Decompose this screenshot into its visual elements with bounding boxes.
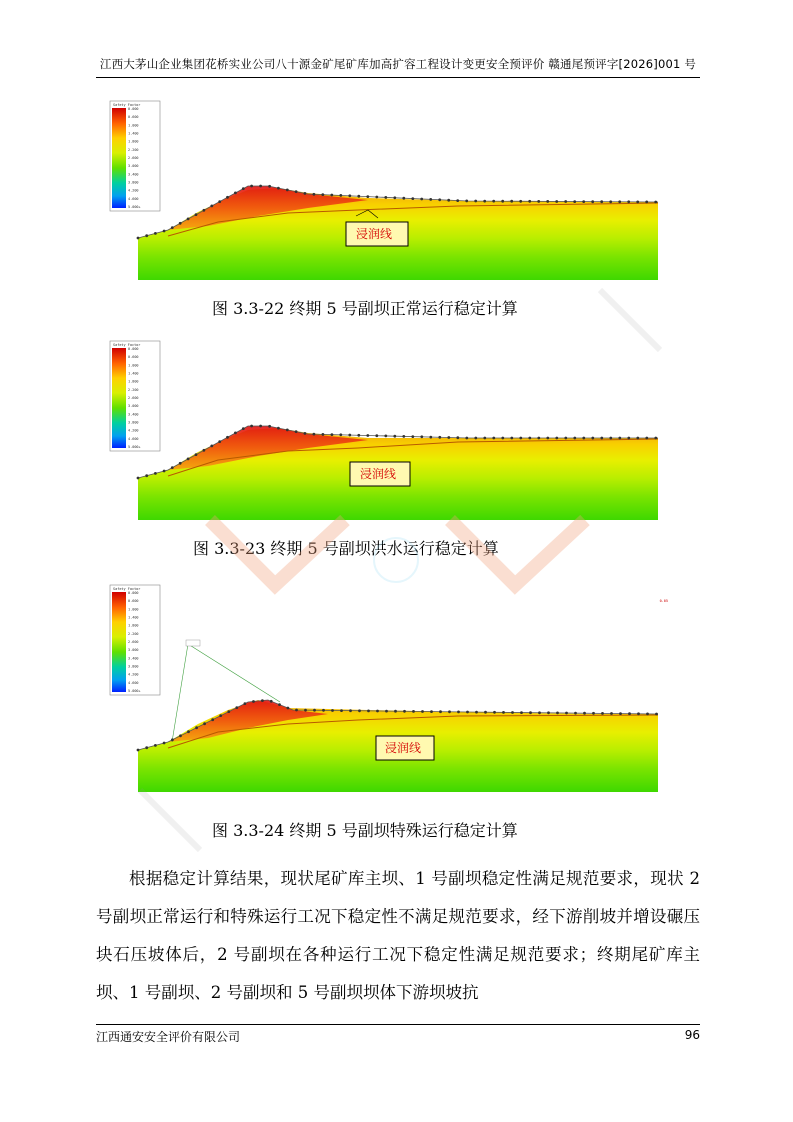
surface-node (537, 437, 540, 440)
phreatic-label: 浸润线 (356, 227, 393, 241)
surface-node (295, 709, 298, 712)
surface-node (313, 709, 316, 712)
surface-node (573, 200, 576, 203)
surface-node (218, 200, 221, 203)
surface-node (474, 437, 477, 440)
surface-node (357, 434, 360, 437)
surface-node (627, 200, 630, 203)
surface-node (610, 712, 613, 715)
safety-factor-tick-label: 5.000+ (128, 689, 141, 693)
surface-node (227, 710, 230, 713)
surface-node (154, 744, 157, 747)
surface-node (295, 190, 298, 193)
surface-node (358, 709, 361, 712)
safety-factor-tick-label: 5.000+ (128, 445, 141, 449)
seismic-label: 0.05 (659, 599, 668, 603)
surface-node (466, 711, 469, 714)
surface-node (628, 712, 631, 715)
surface-node (438, 198, 441, 201)
surface-node (211, 718, 214, 721)
body-text: 根据稳定计算结果，现状尾矿库主坝、1 号副坝稳定性满足规范要求，现状 2 号副坝正常运行和特殊运行工况下稳定性不满足规范要求，经下游削坡并增设碾压块石压坡体后，2 号副坝在各种运行工况下稳定性满足规范要求；终期尾矿库主坝、1 号副坝、2 号副坝和 5 号副坝坝体下游坝坡抗 (96, 869, 700, 1002)
surface-node (375, 196, 378, 199)
surface-node (145, 474, 148, 477)
surface-node (582, 200, 585, 203)
surface-node (286, 429, 289, 432)
surface-node (375, 434, 378, 437)
surface-node (313, 193, 316, 196)
surface-node (402, 435, 405, 438)
surface-node (252, 700, 255, 703)
surface-node (195, 213, 198, 216)
safety-factor-tick-label: 4.600 (128, 436, 139, 441)
surface-node (456, 199, 459, 202)
safety-factor-legend-title: Safety Factor (113, 587, 141, 591)
surface-node (475, 711, 478, 714)
surface-node (655, 713, 658, 716)
surface-node (412, 710, 415, 713)
surface-node (429, 198, 432, 201)
safety-factor-tick-label: 2.600 (128, 156, 139, 160)
surface-node (546, 437, 549, 440)
surface-node (474, 200, 477, 203)
surface-node (277, 187, 280, 190)
figure-3-3-22 (108, 98, 666, 282)
safety-factor-tick-label: 4.200 (128, 672, 139, 677)
surface-node (456, 436, 459, 439)
surface-node (384, 196, 387, 199)
surface-node (203, 449, 206, 452)
surface-node (376, 710, 379, 713)
surface-node (145, 234, 148, 237)
surface-node (179, 734, 182, 737)
safety-factor-tick-label: 0.600 (128, 355, 139, 360)
surface-node (163, 742, 166, 745)
surface-node (268, 425, 271, 428)
safety-factor-tick-label: 2.600 (128, 640, 139, 644)
surface-node (287, 707, 290, 710)
safety-factor-tick-label: 1.000 (128, 363, 139, 368)
surface-node (519, 437, 522, 440)
surface-node (226, 196, 229, 199)
safety-factor-tick-label: 2.200 (128, 387, 139, 392)
safety-factor-tick-label: 1.800 (128, 139, 139, 144)
safety-factor-tick-label: 4.200 (128, 428, 139, 433)
surface-node (429, 436, 432, 439)
surface-node (619, 712, 622, 715)
safety-factor-legend-title: Safety Factor (113, 343, 141, 347)
surface-node (304, 192, 307, 195)
surface-node (438, 436, 441, 439)
surface-node (385, 710, 388, 713)
surface-node (528, 437, 531, 440)
surface-node (187, 458, 190, 461)
surface-node (210, 445, 213, 448)
surface-node (348, 434, 351, 437)
surface-node (195, 453, 198, 456)
surface-node (492, 437, 495, 440)
surface-node (394, 710, 397, 713)
surface-node (154, 472, 157, 475)
surface-node (637, 712, 640, 715)
surface-node (154, 232, 157, 235)
safety-factor-legend-title: Safety Factor (113, 103, 141, 107)
surface-node (420, 435, 423, 438)
surface-node (420, 198, 423, 201)
surface-node (163, 230, 166, 233)
surface-node (538, 711, 541, 714)
surface-node (421, 710, 424, 713)
surface-node (555, 437, 558, 440)
surface-node (145, 746, 148, 749)
surface-node (439, 710, 442, 713)
page-header: 江西大茅山企业集团花桥实业公司八十源金矿尾矿库加高扩容工程设计变更安全预评价 赣通尾预评字[2026]001 号 (99, 57, 697, 71)
safety-factor-tick-label: 4.600 (128, 680, 139, 685)
surface-node (270, 700, 273, 703)
surface-node (313, 433, 316, 436)
safety-factor-tick-label: 5.000+ (128, 205, 141, 209)
surface-node (583, 712, 586, 715)
surface-node (483, 200, 486, 203)
surface-node (501, 200, 504, 203)
slope-stability-plot-22 (108, 98, 666, 282)
surface-node (219, 714, 222, 717)
caption-3-3-23: 图 3.3-23 终期 5 号副坝洪水运行稳定计算 (193, 539, 499, 558)
surface-node (171, 738, 174, 741)
page-number: 96 (684, 1028, 700, 1042)
surface-node (367, 710, 370, 713)
body-paragraph (96, 860, 700, 1012)
surface-node (295, 430, 298, 433)
surface-node (261, 699, 264, 702)
safety-factor-tick-label: 3.000 (128, 648, 139, 653)
surface-node (244, 702, 247, 705)
surface-node (286, 189, 289, 192)
footer-company: 江西通安安全评价有限公司 (96, 1030, 241, 1044)
surface-node (555, 200, 558, 203)
surface-node (573, 437, 576, 440)
safety-factor-tick-label: 1.400 (128, 371, 139, 376)
surface-node (520, 711, 523, 714)
safety-factor-tick-label: 1.800 (128, 379, 139, 384)
surface-node (384, 435, 387, 438)
surface-node (636, 201, 639, 204)
surface-node (411, 435, 414, 438)
caption-3-3-22: 图 3.3-22 终期 5 号副坝正常运行稳定计算 (212, 299, 518, 318)
surface-node (601, 712, 604, 715)
surface-node (528, 200, 531, 203)
surface-node (600, 200, 603, 203)
surface-node (501, 437, 504, 440)
surface-node (137, 749, 140, 752)
surface-node (609, 437, 612, 440)
safety-factor-tick-label: 1.400 (128, 131, 139, 136)
safety-factor-colorbar (112, 108, 126, 208)
surface-node (402, 197, 405, 200)
header-rule (96, 77, 700, 78)
surface-node (137, 237, 140, 240)
footer-rule (96, 1024, 700, 1025)
surface-node (218, 440, 221, 443)
surface-node (430, 710, 433, 713)
surface-node (403, 710, 406, 713)
safety-factor-tick-label: 3.000 (128, 404, 139, 409)
surface-node (226, 436, 229, 439)
surface-node (600, 437, 603, 440)
surface-node (510, 200, 513, 203)
figure-3-3-24 (108, 582, 666, 794)
surface-node (242, 187, 245, 190)
surface-node (465, 437, 468, 440)
surface-node (448, 710, 451, 713)
safety-factor-tick-label: 0.000 (128, 107, 139, 111)
surface-node (234, 192, 237, 195)
surface-node (447, 436, 450, 439)
surface-node (304, 709, 307, 712)
surface-node (654, 201, 657, 204)
surface-node (465, 200, 468, 203)
surface-node (322, 433, 325, 436)
surface-node (565, 712, 568, 715)
surface-node (529, 711, 532, 714)
surface-node (259, 425, 262, 428)
surface-node (411, 197, 414, 200)
surface-node (582, 437, 585, 440)
surface-node (646, 713, 649, 716)
safety-factor-tick-label: 0.000 (128, 347, 139, 351)
slope-stability-plot-24 (108, 582, 666, 794)
surface-node (179, 462, 182, 465)
surface-node (357, 195, 360, 198)
surface-node (511, 711, 514, 714)
surface-node (484, 711, 487, 714)
surface-node (645, 201, 648, 204)
surface-node (393, 196, 396, 199)
surface-node (493, 711, 496, 714)
phreatic-label: 浸润线 (385, 741, 422, 755)
safety-factor-tick-label: 3.800 (128, 420, 139, 425)
safety-factor-tick-label: 1.000 (128, 607, 139, 612)
surface-node (349, 709, 352, 712)
surface-node (179, 222, 182, 225)
surface-node (348, 194, 351, 197)
safety-factor-tick-label: 2.200 (128, 147, 139, 152)
surface-node (203, 209, 206, 212)
surface-node (187, 730, 190, 733)
surface-node (322, 709, 325, 712)
surface-node (636, 437, 639, 440)
surface-node (564, 200, 567, 203)
safety-factor-tick-label: 0.000 (128, 591, 139, 595)
surface-node (339, 194, 342, 197)
phreatic-label: 浸润线 (360, 467, 397, 481)
surface-node (510, 437, 513, 440)
safety-factor-tick-label: 3.000 (128, 164, 139, 169)
surface-node (546, 200, 549, 203)
surface-node (331, 433, 334, 436)
surface-node (203, 722, 206, 725)
surface-node (483, 437, 486, 440)
safety-factor-tick-label: 0.600 (128, 115, 139, 120)
safety-factor-colorbar (112, 348, 126, 448)
safety-factor-tick-label: 3.800 (128, 664, 139, 669)
surface-node (592, 712, 595, 715)
surface-node (171, 466, 174, 469)
surface-node (277, 427, 280, 430)
safety-factor-tick-label: 3.400 (128, 412, 139, 417)
surface-node (171, 226, 174, 229)
surface-node (250, 425, 253, 428)
surface-node (137, 477, 140, 480)
surface-node (331, 709, 334, 712)
surface-node (187, 218, 190, 221)
surface-node (447, 199, 450, 202)
surface-node (492, 200, 495, 203)
surface-node (574, 712, 577, 715)
surface-node (304, 432, 307, 435)
surface-node (393, 435, 396, 438)
surface-node (591, 437, 594, 440)
surface-node (250, 185, 253, 188)
figure-3-3-23 (108, 338, 666, 522)
surface-node (627, 437, 630, 440)
surface-node (366, 195, 369, 198)
safety-factor-tick-label: 0.600 (128, 599, 139, 604)
surface-node (618, 200, 621, 203)
safety-factor-tick-label: 2.600 (128, 396, 139, 400)
safety-factor-tick-label: 4.200 (128, 188, 139, 193)
slope-stability-plot-23 (108, 338, 666, 522)
surface-node (618, 437, 621, 440)
surface-node (654, 437, 657, 440)
surface-node (591, 200, 594, 203)
safety-factor-tick-label: 3.400 (128, 172, 139, 177)
surface-node (242, 427, 245, 430)
safety-factor-tick-label: 1.800 (128, 623, 139, 628)
surface-node (340, 709, 343, 712)
caption-3-3-24: 图 3.3-24 终期 5 号副坝特殊运行稳定计算 (212, 821, 518, 840)
surface-node (502, 711, 505, 714)
surface-node (234, 432, 237, 435)
surface-node (537, 200, 540, 203)
surface-node (235, 706, 238, 709)
safety-factor-tick-label: 3.400 (128, 656, 139, 661)
surface-node (195, 726, 198, 729)
safety-factor-tick-label: 4.600 (128, 196, 139, 201)
surface-node (366, 434, 369, 437)
surface-node (339, 433, 342, 436)
surface-node (547, 711, 550, 714)
surface-node (609, 200, 612, 203)
surface-node (457, 711, 460, 714)
surface-node (259, 185, 262, 188)
surface-node (564, 437, 567, 440)
surface-node (330, 194, 333, 197)
surface-node (210, 205, 213, 208)
surface-node (645, 437, 648, 440)
safety-factor-tick-label: 3.800 (128, 180, 139, 185)
safety-factor-tick-label: 1.000 (128, 123, 139, 128)
surface-node (268, 185, 271, 188)
surface-node (556, 712, 559, 715)
safety-factor-tick-label: 2.200 (128, 631, 139, 636)
surface-node (163, 470, 166, 473)
surface-node (519, 200, 522, 203)
safety-factor-tick-label: 1.400 (128, 615, 139, 620)
surface-node (321, 193, 324, 196)
safety-factor-colorbar (112, 592, 126, 692)
surface-node (278, 703, 281, 706)
